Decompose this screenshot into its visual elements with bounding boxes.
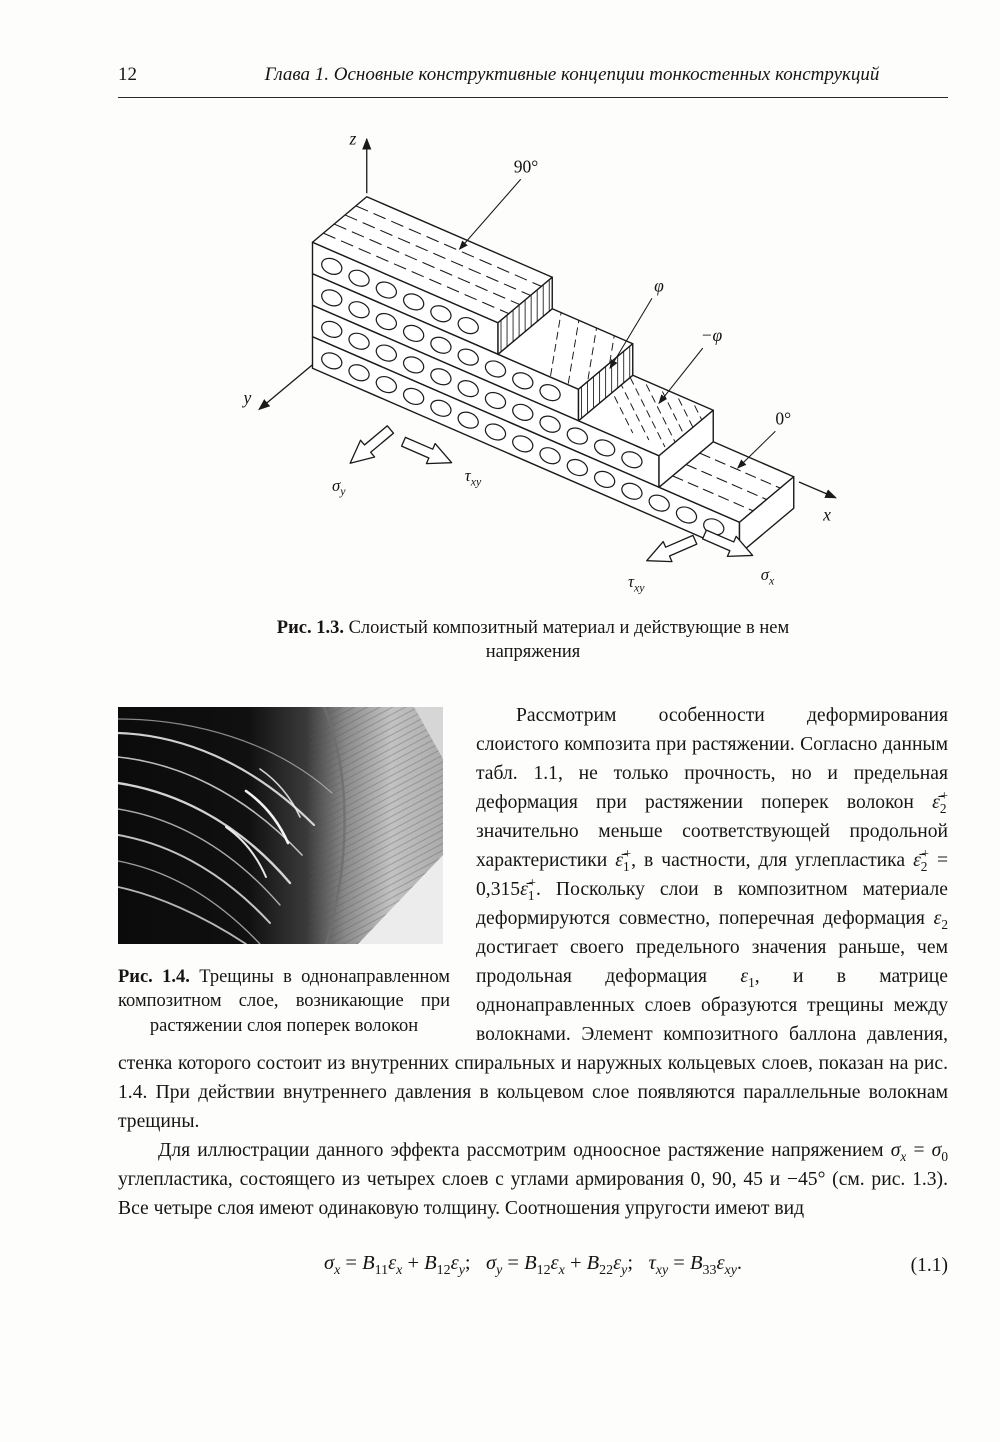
figure-1-3 (118, 118, 948, 665)
figure-1-4-caption (118, 965, 450, 1038)
angle-minus-phi-label: −φ (700, 325, 723, 346)
sigma-glyph: σ (760, 565, 769, 584)
angle-90-label: 90° (513, 156, 539, 177)
laminate-faces (313, 197, 794, 554)
figure-1-3-caption-text: Слоистый композитный материал и действующие в нем напряжения (343, 618, 790, 663)
y-axis-label: y (243, 387, 252, 408)
tau-xy-label-right (628, 572, 645, 594)
sigma-y-label (332, 476, 346, 498)
figure-1-4-photo (118, 707, 443, 944)
paragraph-2: Для иллюстрации данного эффекта рассмотрим одноосное растяжение напряжением $\sigma_x = \sigma_0$ углепластика, состоящего из четырех слоев с углами армирования 0, 90, 45 и −45° (см. рис. 1.3). Все четыре слоя имеют одинаковую толщину. Соотношения упругости имеют вид (118, 1139, 948, 1219)
sub-xy: xy (470, 474, 482, 489)
sigma-y-arrow (343, 421, 397, 472)
sigma-glyph: σ (332, 475, 341, 495)
z-axis-label: z (349, 128, 357, 149)
paragraph-1: Рассмотрим особенности деформирования слоистого композита при растяжении. Согласно данным табл. 1.1, не только прочность, но и предельная деформация при растяжении поперек волокон $\varepsilon̄_2^+$ значительно меньше соответствующей продольной характеристики $\varepsilon̄_1^+$, в частности, для углепластика $\varepsilon̄_2^+$ = $0,315\varepsilon̄_1^+$. Поскольку слои в композитном материале деформируются совместно, поперечная деформация $\varepsilon_2$ достигает своего предельного значения раньше, чем продольная деформация $\varepsilon_1$, и в матрице однонаправленных слоев образуются трещины между волокнами. Элемент композитного баллона давления, стенка которого состоит из внутренних спиральных и наружных кольцевых слоев, показан на рис. 1.4. При действии внутреннего давления в кольцевом слое появляются параллельные волокнам трещины. (118, 704, 948, 1132)
chapter-header: Глава 1. Основные конструктивные концепции тонкостенных конструкций (264, 64, 880, 85)
tau-xy-arrow-right (642, 530, 699, 571)
equation-1-1 (118, 1249, 948, 1278)
leader-minus-phi (659, 348, 703, 403)
figure-1-3-diagram (209, 118, 857, 608)
tau-xy-arrow-left (399, 432, 456, 473)
page-number: 12 (118, 64, 137, 85)
body-content (118, 701, 948, 1278)
y-axis (259, 365, 312, 410)
sub-x: x (768, 573, 775, 588)
tau-glyph: τ (628, 572, 634, 591)
figure-1-3-caption-label: Рис. 1.3. (276, 618, 344, 638)
x-axis-label: x (823, 504, 831, 525)
angle-0-label: 0° (775, 408, 792, 429)
figure-1-4 (118, 707, 450, 1038)
page-header (118, 64, 948, 98)
tau-glyph: τ (464, 466, 471, 486)
figure-1-3-caption (233, 616, 833, 665)
sub-y: y (340, 484, 346, 499)
angle-phi-label: φ (654, 275, 664, 296)
figure-1-4-caption-label: Рис. 1.4. (118, 966, 190, 987)
leader-90 (460, 179, 521, 249)
sub-xy: xy (633, 580, 645, 595)
x-axis (799, 482, 836, 498)
equation-number: (1.1) (910, 1254, 948, 1276)
figure-1-4-caption-text: Трещины в однонаправленном композитном слое, возникающие при растяжении слоя поперек волокон (118, 966, 451, 1036)
sigma-x-label (761, 565, 775, 587)
equation-body: $\sigma_x = B_{11}\varepsilon_x + B_{12}\varepsilon_y$; $\sigma_y = B_{12}\varepsilon_x + B_{22}\varepsilon_y$; $\tau_{xy} = B_{33}\varepsilon_{xy}$. (323, 1251, 743, 1278)
tau-xy-label-left (465, 466, 482, 488)
